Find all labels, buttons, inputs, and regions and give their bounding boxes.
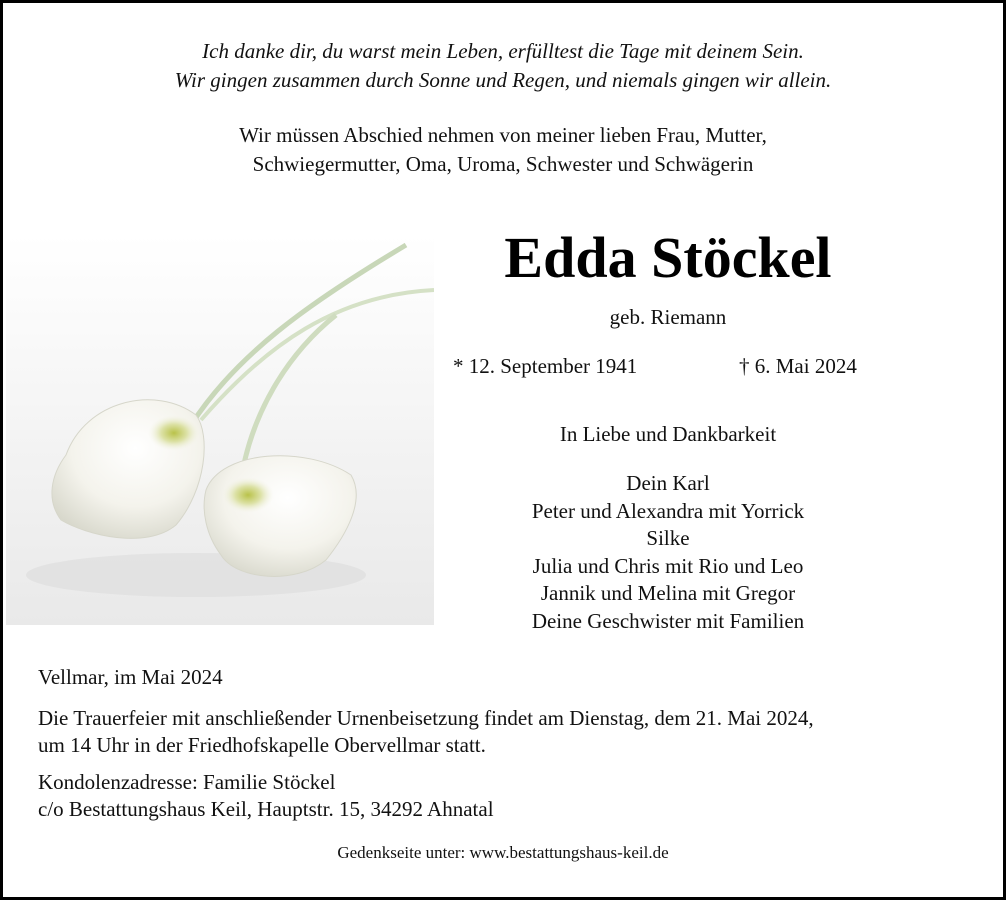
calla-lilies-image [6, 235, 434, 625]
mourner: Deine Geschwister mit Familien [531, 608, 805, 633]
intro-line: Wir müssen Abschied nehmen von meiner lieben Frau, Mutter, [239, 123, 767, 147]
intro-text [3, 121, 1003, 179]
mourners-list [433, 470, 903, 635]
ceremony-line: Die Trauerfeier mit anschließender Urnenbeisetzung findet am Dienstag, dem 21. Mai 2024, [38, 706, 814, 730]
mourner: Jannik und Melina mit Gregor [540, 581, 796, 605]
poem-line: Wir gingen zusammen durch Sonne und Regen, und niemals gingen wir allein. [174, 68, 832, 92]
ceremony-info [38, 705, 978, 759]
mourner: Peter und Alexandra mit Yorrick [531, 498, 805, 523]
condolence-line: Kondolenzadresse: Familie Stöckel [38, 770, 336, 794]
condolence-line: c/o Bestattungshaus Keil, Hauptstr. 15, 34292 Ahnatal [38, 797, 494, 821]
death-date: † 6. Mai 2024 [739, 354, 857, 378]
mourner: Dein Karl [626, 471, 710, 495]
mourner: Julia und Chris mit Rio und Leo [532, 553, 804, 578]
condolence-address [38, 769, 978, 823]
intro-line: Schwiegermutter, Oma, Uroma, Schwester und Schwägerin [252, 152, 754, 176]
memorial-page-link: Gedenkseite unter: www.bestattungshaus-keil.de [337, 843, 669, 862]
maiden-name: geb. Riemann [609, 305, 727, 329]
deceased-name: Edda Stöckel [504, 225, 832, 290]
poem [3, 37, 1003, 95]
place-and-date: Vellmar, im Mai 2024 [38, 665, 223, 689]
closing-phrase: In Liebe und Dankbarkeit [559, 422, 777, 446]
mourner: Silke [646, 526, 690, 550]
poem-line: Ich danke dir, du warst mein Leben, erfülltest die Tage mit deinem Sein. [202, 39, 804, 63]
ceremony-line: um 14 Uhr in der Friedhofskapelle Obervellmar statt. [38, 733, 486, 757]
birth-date: * 12. September 1941 [453, 354, 638, 378]
